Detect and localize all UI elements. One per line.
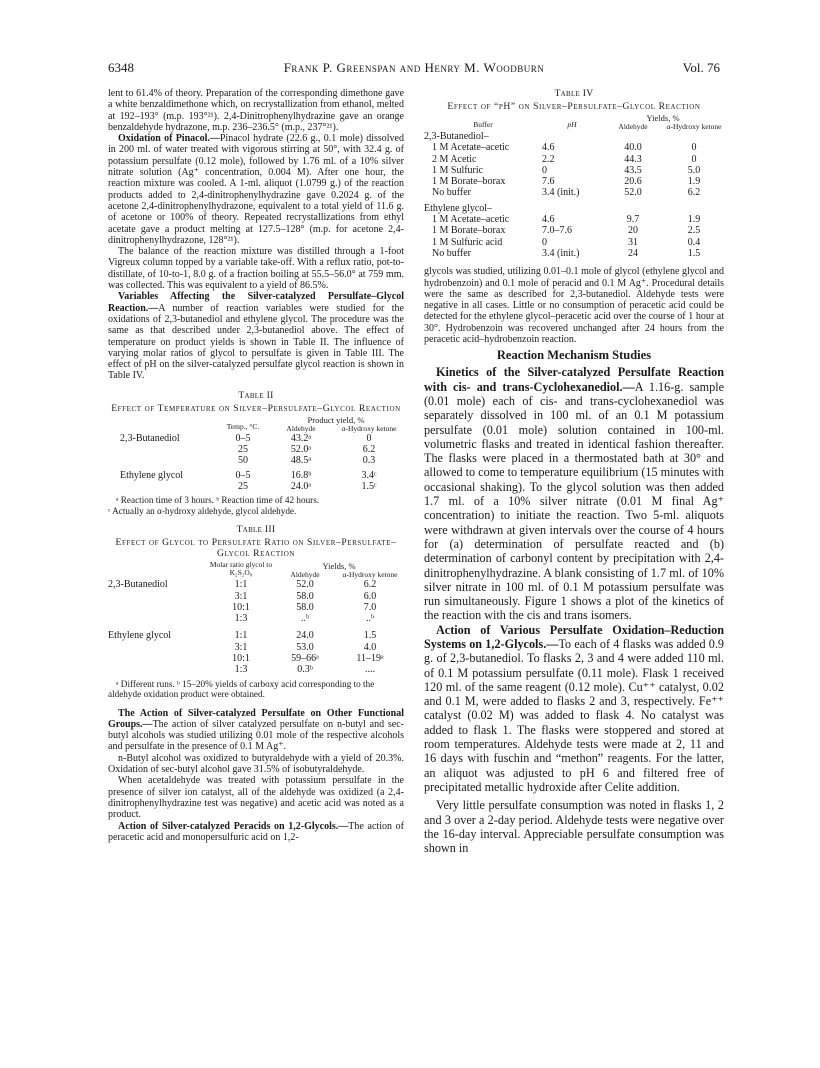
table-row: 2 M Acetic 2.2 44.3 0 (432, 153, 697, 165)
paragraph-text: A number of reaction variables were studied for the oxidations of 2,3-butanediol and ethylene glycol. The procedure was the same as that described under 2,3-butanediol above. The effect of temperature on product yields is shown in Table II. The influence of varying molar ratios of glycol to persulfate is given in Table III. The effect of pH on the silver-catalyzed persulfate glycol reaction is shown in Table IV. (108, 302, 404, 382)
column-header: Temp., °C. (226, 421, 260, 431)
table-footnote: ᶜ Actually an α-hydroxy aldehyde, glycol aldehyde. (108, 505, 297, 516)
page-header (108, 60, 720, 78)
table-row: 3:1 58.0 6.0 (234, 590, 377, 602)
column-header: pH (567, 120, 577, 129)
table-row: 25 24.0ᵃ 1.5ᶜ (238, 480, 377, 492)
table-footnote: ᵃ Different runs. ᵇ 15–20% yields of carboxy acid corresponding to the aldehyde oxidation product were obtained. (108, 678, 375, 700)
column-header: α-Hydroxy ketone (341, 423, 397, 433)
table-row: 1 M Acetate–acetic 4.6 40.0 0 (432, 142, 697, 154)
table-row: 1:3 ..ᵇ ..ᵇ (234, 613, 375, 625)
right-column (424, 88, 724, 855)
paragraph-text: The action of silver catalyzed persulfate on n-butyl and sec-butyl alcohols was studied utilizing 0.01 mole of the respective alcohols and persulfate in the presence of 0.1 M Ag⁺. (108, 718, 404, 753)
run-in-heading: Kinetics of the Silver-catalyzed Persulfate Reaction with cis- and trans-Cyclohexanediol.— (424, 365, 724, 394)
table-row: No buffer 3.4 (init.) 24 1.5 (432, 247, 701, 259)
column-group-header: Yields, % (322, 561, 356, 572)
table-caption: Table III (236, 524, 276, 536)
column-group-header: Yields, % (646, 113, 680, 123)
table-row: 10:1 59–66ᵃ 11–19ᵃ (232, 652, 384, 664)
page-number: 6348 (108, 60, 134, 75)
column-header: Aldehyde (290, 570, 320, 580)
table-row: 1 M Borate–borax 7.0–7.6 20 2.5 (432, 225, 701, 237)
paragraph (108, 821, 404, 844)
run-in-heading: Oxidation of Pinacol.— (118, 133, 220, 145)
paragraph-text: To each of 4 flasks was added 0.9 g. of 2,3-butanediol. To flasks 2, 3 and 4 were added 110 ml. of 0.1 M potassium persulfate (0.11 mole). Flask 1 received 120 ml. of the same reagent (0.12 mole). Cu⁺⁺ catalyst, 0.02 and 0.1 M, were added to flasks 2 and 3, respectively. Fe⁺⁺ catalyst (0.02 M) was added to flask 4. No catalyst was added to flask 1. The flasks were stoppered and stored at room temperatures. Aldehyde tests were made at 2, 11 and 16 days with fuschin and “methon” reagents. For the latter, an aliquot was adjusted to pH 6 and filtered free of precipitated metallic hydroxide after Celite addition. (424, 636, 725, 794)
table-group-row: Ethylene glycol– (424, 202, 493, 214)
table-row: 1 M Sulfuric 0 43.5 5.0 (432, 164, 701, 176)
left-column (108, 88, 404, 843)
table-row: 1 M Sulfuric acid 0 31 0.4 (432, 236, 701, 248)
run-in-heading: Variables Affecting the Silver-catalyzed Persulfate–Glycol Reaction.— (108, 291, 404, 314)
table-row: 2,3-Butanediol 1:1 52.0 6.2 (108, 579, 377, 591)
table-row: Ethylene glycol 1:1 24.0 1.5 (108, 630, 377, 642)
data-table (108, 416, 404, 492)
table-group-row: 2,3-Butanediol– (424, 131, 489, 142)
volume-label: Vol. 76 (682, 60, 720, 75)
column-header: Aldehyde (286, 423, 316, 433)
column-header: Buffer (473, 120, 493, 129)
column-group-header: Product yield, % (307, 414, 365, 425)
table-title: Effect of Temperature on Silver–Persulfate–Glycol Reaction (111, 402, 401, 414)
running-title: Frank P. Greenspan and Henry M. Woodburn (283, 60, 545, 75)
paragraph (108, 133, 404, 246)
column-header: α-Hydroxy ketone (666, 122, 722, 131)
table-row: No buffer 3.4 (init.) 52.0 6.2 (432, 187, 701, 199)
table-row: 1 M Acetate–acetic 4.6 9.7 1.9 (432, 214, 701, 226)
table-caption: Table IV (554, 88, 594, 99)
paragraph (108, 291, 404, 381)
table-caption: Table II (238, 389, 274, 401)
table-row: 3:1 53.0 4.0 (234, 641, 377, 653)
column-header: α-Hydroxy ketone (342, 570, 398, 580)
data-table (424, 114, 724, 259)
column-header: Aldehyde (618, 122, 648, 131)
paragraph: Very little persulfate consumption was noted in flasks 1, 2 and 3 over a 2-day period. Aldehyde tests were negative over the 16-day interval. Appreciable persulfate consumption was shown in (424, 798, 724, 856)
table-row: 1:3 0.3ᵇ .... (234, 664, 375, 676)
paragraph-text: A 1.16-g. sample (0.01 mole) each of cis- and trans-cyclohexanediol was separately dissolved in 100 ml. of an 0.1 M potassium persulfate (0.01 mole) solution contained in 100-ml. volumetric flasks and treated in identical fashion thereafter. The flasks were placed in a thermostated bath at 30° and allowed to come to temperature equilibrium (15 minutes with occasional shaking). To the glycol solution was then added 1.7 ml. of a 10% silver nitrate (0.01 M final Ag⁺ concentration) to initiate the reaction. Two 5-ml. aliquots were withdrawn at given intervals over the course of 4 hours for (a) determination of persulfate reacted and (b) determination of carbonyl content by precipitation with 2,4-dinitrophenylhydrazine. A blank consisting of 1.7 ml. of 10% silver nitrate in 100 ml. of 0.1 M potassium persulfate was run simultaneously. Figure 1 shows a plot of the kinetics of the reaction with the cis and trans isomers. (424, 379, 724, 623)
paragraph: glycols was studied, utilizing 0.01–0.1 mole of glycol (ethylene glycol and hydrobenzoin) and 0.1 mole of peracid and 0.1 M Ag⁺. Procedural details were the same as described for 2,3-butanediol. Aldehyde tests were negative in all cases. Little or no consumption of peracetic acid could be detected for the ethylene glycol–peracetic acid over the course of 1 hour at 30°. Hydrobenzoin was recovered unchanged after 24 hours from the peracetic acid–hydrobenzoin reaction. (424, 266, 724, 346)
table-title: Effect of Glycol to Persulfate Ratio on Silver–Persulfate–Glycol Reaction (115, 537, 397, 560)
column-header: Molar ratio glycol to K₂S₂O₈ (209, 560, 273, 578)
paragraph (108, 708, 404, 753)
table-title: Effect of “pH” on Silver–Persulfate–Glycol Reaction (447, 101, 701, 112)
table-row: 1 M Borate–borax 7.6 20.6 1.9 (432, 176, 701, 188)
section-heading: Reaction Mechanism Studies (496, 348, 652, 363)
paragraph (424, 365, 724, 622)
paragraph-text: The action of peracetic acid and monopersulfuric acid on 1,2- (108, 820, 405, 843)
table-row: 50 48.5ᵃ 0.3 (238, 455, 376, 467)
paragraph: When acetaldehyde was treated with potassium persulfate in the presence of silver ion catalyst, all of the aldehyde was oxidized (a 2,4-dinitrophenylhydrazine test was negative) and acetic acid was noted as a product. (108, 775, 404, 821)
table-row: 2,3-Butanediol 0–5 43.2ᵃ 0 (120, 432, 372, 444)
table-footnote: ᵃ Reaction time of 3 hours. ᵇ Reaction time of 42 hours. (116, 495, 320, 506)
paragraph-text: Pinacol hydrate (22.6 g., 0.1 mole) dissolved in 200 ml. of water treated with vigorous stirring at 50°, with 32.4 g. of potassium persulfate (0.12 mole), followed by 1.76 ml. of a 10% silver nitrate solution (Ag⁺ concentration, 0.004 M). After one hour, the reaction mixture was cooled. A 1-ml. aliquot (1.0799 g.) of the reaction products added to 2,4-dinitrophenylhydrazine gave 0.2024 g. of the acetone 2,4-dinitrophenylhydrazone, equivalent to a total yield of 11.6 g. of acetone or 100% of theory. Repeated recrystallizations from ethyl acetate gave a product melting at 127.5–128° (m.p. for acetone 2,4-dinitrophenylhydrazone, 128°²¹). (108, 133, 404, 246)
table-row: 25 52.0ᵃ 6.2 (238, 444, 376, 456)
table-row: Ethylene glycol 0–5 16.8ᵇ 3.4ᶜ (120, 469, 377, 481)
run-in-heading: Action of Silver-catalyzed Peracids on 1,2-Glycols.— (118, 820, 349, 832)
run-in-heading: Action of Various Persulfate Oxidation–Reduction Systems on 1,2-Glycols.— (424, 622, 724, 651)
paragraph: n-Butyl alcohol was oxidized to butyraldehyde with a yield of 20.3%. Oxidation of sec-butyl alcohol gave 31.5% of isobutyraldehyde. (108, 752, 404, 776)
run-in-heading: The Action of Silver-catalyzed Persulfate on Other Functional Groups.— (108, 707, 404, 730)
data-table (108, 561, 404, 675)
paragraph (424, 623, 724, 795)
paragraph: The balance of the reaction mixture was distilled through a 1-foot Vigreux column topped by a variable take-off. With a reflux ratio, pot-to-distillate, of 10-to-1, 8.0 g. of a fraction boiling at 55.5–56.0° at 759 mm. was collected. This was equivalent to a yield of 86.5%. (108, 246, 404, 292)
paragraph: lent to 61.4% of theory. Preparation of the corresponding dimethone gave a white benzaldimethone which, on recrystallization from ethanol, melted at 192–193° (m.p. 193°²¹). 2,4-Dinitrophenylhydrazine gave an orange benzaldehyde hydrazone, m.p. 236–236.5° (m.p., 237°²¹). (108, 88, 404, 133)
table-row: 10:1 58.0 7.0 (232, 601, 377, 613)
